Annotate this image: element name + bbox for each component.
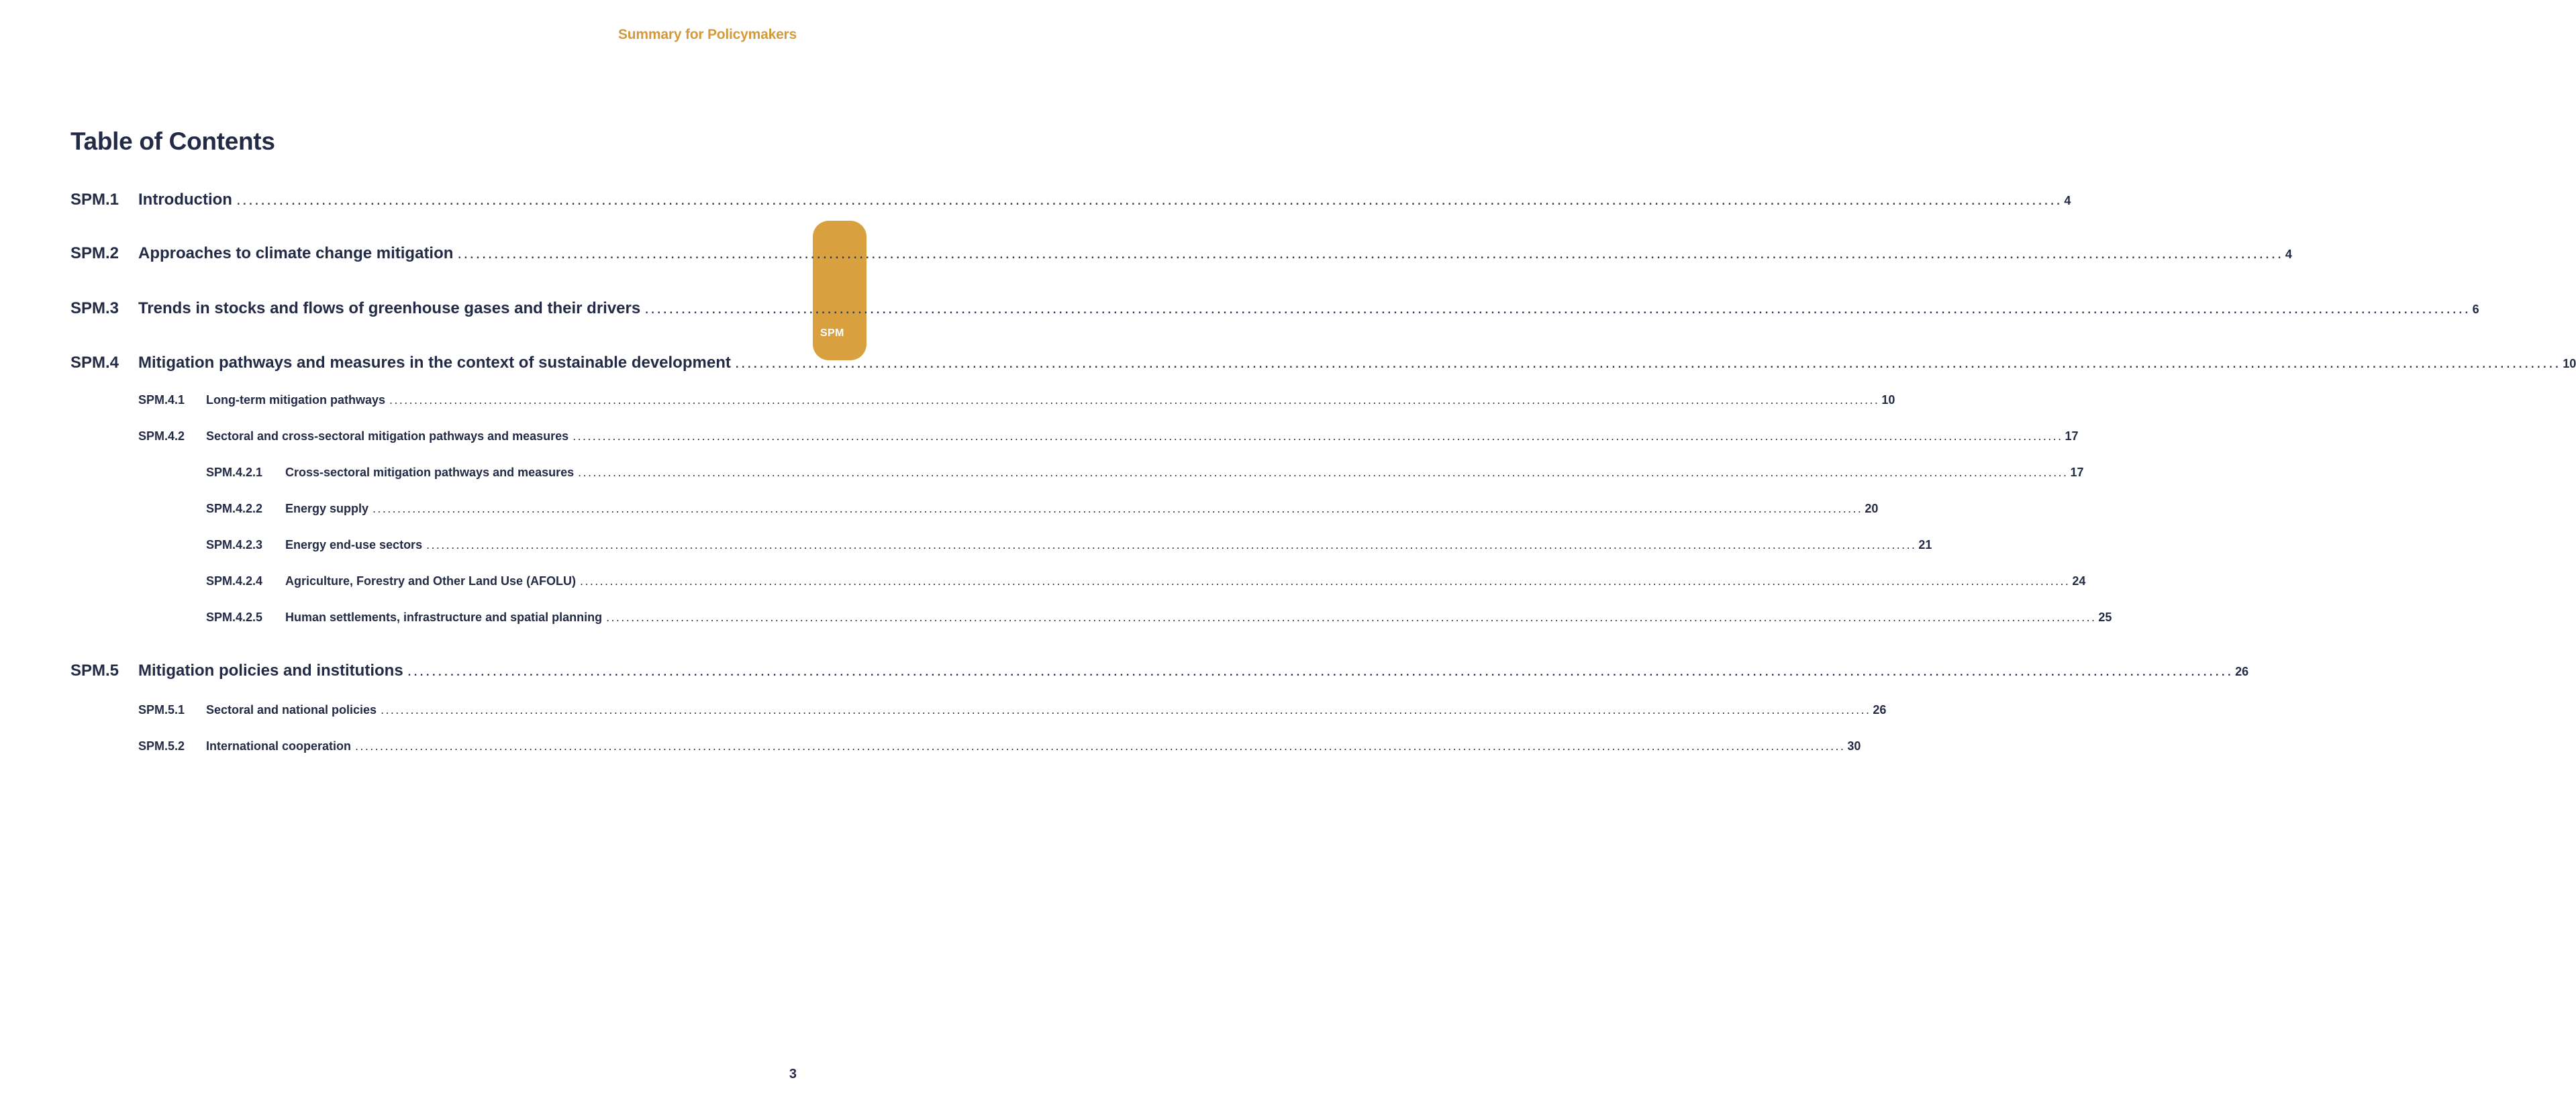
toc-entry-page: 26 bbox=[2235, 665, 2249, 678]
dot-leader: ............................................................................................................................................................................................................................................................................................................ bbox=[381, 703, 1871, 717]
toc-entry-title: Energy supply bbox=[285, 502, 369, 515]
dot-leader: ............................................................................................................................................................................................................................................................................................................ bbox=[355, 739, 1846, 753]
toc-entry-title: Sectoral and national policies bbox=[206, 703, 377, 717]
toc-entry-title: Human settlements, infrastructure and spatial planning bbox=[285, 611, 603, 624]
toc-entry-page: 17 bbox=[2065, 429, 2079, 443]
toc-entry-page: 25 bbox=[2098, 611, 2112, 624]
toc-entry-number: SPM.5.2 bbox=[138, 739, 185, 753]
toc-entry-number: SPM.4 bbox=[70, 354, 119, 372]
page-title: Table of Contents bbox=[70, 127, 275, 155]
toc-entry-spm-4-2[interactable] bbox=[138, 429, 2079, 452]
toc-entry-page: 10 bbox=[2563, 357, 2576, 370]
toc-entry-spm-4-2-5[interactable] bbox=[206, 611, 2112, 633]
dot-leader: ............................................................................................................................................................................................................................................................................................................ bbox=[734, 354, 2561, 372]
toc-entry-spm-5-1[interactable] bbox=[138, 703, 1887, 726]
toc-entry-spm-4-2-1[interactable] bbox=[206, 466, 2084, 488]
toc-entry-number: SPM.4.2.1 bbox=[206, 466, 263, 479]
toc-entry-number: SPM.1 bbox=[70, 191, 119, 209]
toc-entry-number: SPM.5.1 bbox=[138, 703, 185, 717]
toc-entry-title: Cross-sectoral mitigation pathways and measures bbox=[285, 466, 575, 479]
toc-entry-title: International cooperation bbox=[206, 739, 352, 753]
toc-entry-number: SPM.4.2 bbox=[138, 429, 185, 443]
toc-entry-spm-4-2-4[interactable] bbox=[206, 574, 2086, 597]
toc-entry-spm-4-2-2[interactable] bbox=[206, 502, 1879, 525]
toc-entry-page: 21 bbox=[1918, 538, 1932, 551]
toc-entry-spm-4-2-3[interactable] bbox=[206, 538, 1932, 561]
dot-leader: ............................................................................................................................................................................................................................................................................................................ bbox=[407, 662, 2234, 680]
dot-leader: ............................................................................................................................................................................................................................................................................................................ bbox=[389, 393, 1880, 407]
toc-entry-number: SPM.4.2.4 bbox=[206, 574, 263, 588]
toc-entry-spm-4[interactable] bbox=[70, 354, 2576, 376]
toc-entry-number: SPM.3 bbox=[70, 299, 119, 317]
toc-entry-spm-1[interactable] bbox=[70, 191, 2071, 213]
toc-entry-title: Mitigation pathways and measures in the context of sustainable development bbox=[138, 354, 731, 372]
dot-leader: ............................................................................................................................................................................................................................................................................................................ bbox=[606, 611, 2097, 624]
toc-entry-title: Approaches to climate change mitigation bbox=[138, 244, 454, 262]
dot-leader: ............................................................................................................................................................................................................................................................................................................ bbox=[457, 244, 2283, 262]
toc-entry-page: 26 bbox=[1873, 703, 1887, 717]
dot-leader: ............................................................................................................................................................................................................................................................................................................ bbox=[236, 191, 2063, 209]
toc-entry-title: Long-term mitigation pathways bbox=[206, 393, 386, 407]
dot-leader: ............................................................................................................................................................................................................................................................................................................ bbox=[644, 299, 2471, 317]
toc-entry-page: 30 bbox=[1847, 739, 1861, 753]
toc-entry-spm-2[interactable] bbox=[70, 244, 2292, 267]
toc-entry-title: Energy end-use sectors bbox=[285, 538, 423, 551]
toc-entry-page: 6 bbox=[2472, 303, 2479, 316]
toc-entry-number: SPM.4.2.5 bbox=[206, 611, 263, 624]
toc-entry-spm-5[interactable] bbox=[70, 662, 2249, 684]
page-number: 3 bbox=[789, 1067, 797, 1082]
toc-entry-number: SPM.4.1 bbox=[138, 393, 185, 407]
toc-entry-spm-5-2[interactable] bbox=[138, 739, 1861, 762]
toc-entry-spm-4-1[interactable] bbox=[138, 393, 1895, 416]
toc-entry-title: Trends in stocks and flows of greenhouse gases and their drivers bbox=[138, 299, 641, 317]
toc-entry-page: 20 bbox=[1865, 502, 1879, 515]
toc-entry-spm-3[interactable] bbox=[70, 299, 2479, 322]
toc-entry-page: 4 bbox=[2064, 194, 2071, 207]
toc-entry-title: Agriculture, Forestry and Other Land Use (AFOLU) bbox=[285, 574, 577, 588]
toc-entry-page: 17 bbox=[2070, 466, 2084, 479]
toc-entry-title: Sectoral and cross-sectoral mitigation pathways and measures bbox=[206, 429, 569, 443]
toc-entry-page: 24 bbox=[2072, 574, 2086, 588]
dot-leader: ............................................................................................................................................................................................................................................................................................................ bbox=[573, 429, 2063, 443]
dot-leader: ............................................................................................................................................................................................................................................................................................................ bbox=[426, 538, 1917, 551]
toc-entry-title: Mitigation policies and institutions bbox=[138, 662, 403, 680]
toc-entry-number: SPM.4.2.3 bbox=[206, 538, 263, 551]
toc-entry-title: Introduction bbox=[138, 191, 232, 209]
section-tab-label: SPM bbox=[820, 327, 844, 339]
dot-leader: ............................................................................................................................................................................................................................................................................................................ bbox=[373, 502, 1863, 515]
toc-entry-page: 4 bbox=[2285, 248, 2292, 261]
toc-entry-number: SPM.5 bbox=[70, 662, 119, 680]
toc-entry-page: 10 bbox=[1881, 393, 1895, 407]
toc-entry-number: SPM.4.2.2 bbox=[206, 502, 263, 515]
toc-entry-number: SPM.2 bbox=[70, 244, 119, 262]
running-header: Summary for Policymakers bbox=[618, 27, 797, 42]
dot-leader: ............................................................................................................................................................................................................................................................................................................ bbox=[578, 466, 2069, 479]
dot-leader: ............................................................................................................................................................................................................................................................................................................ bbox=[580, 574, 2071, 588]
